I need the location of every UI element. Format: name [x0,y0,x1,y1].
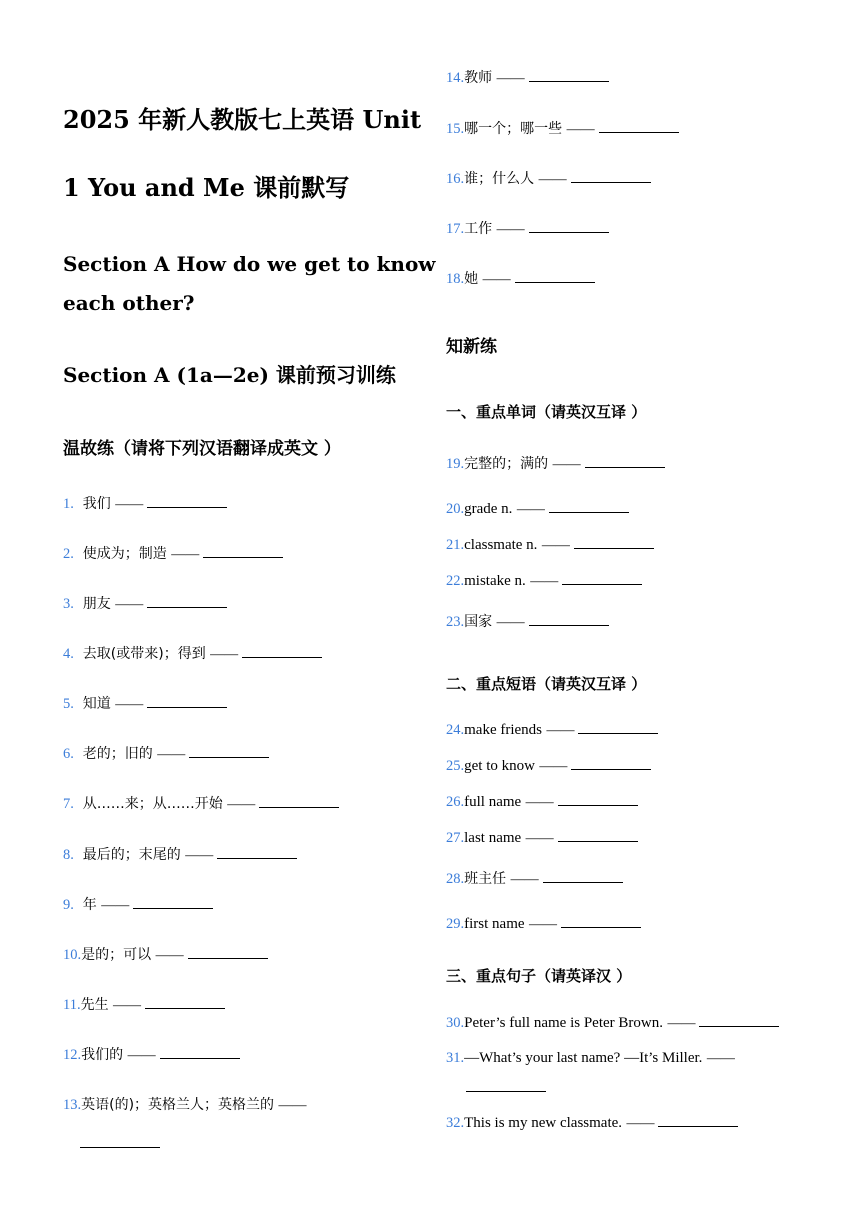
answer-blank[interactable] [562,571,642,585]
list-item [446,1049,735,1068]
item-dash: —— [510,872,539,887]
list-item [446,119,679,139]
list-item [63,1096,307,1115]
item-number: 12. [63,1047,82,1063]
list-item [446,535,654,555]
list-item [446,756,651,776]
answer-blank[interactable] [80,1134,160,1148]
item-number: 22. [446,573,465,589]
item-dash: —— [525,795,554,810]
item-text: 英语(的)；英格兰人；英格兰的 [81,1097,275,1113]
sentences-heading: 三、重点句子（请英译汉 ） [446,967,632,985]
answer-blank[interactable] [160,1045,240,1059]
list-item [446,499,629,519]
item-text: classmate n. [464,537,538,553]
item-number: 13. [63,1097,82,1113]
list-item [446,219,609,239]
item-number: 2. [63,546,74,562]
item-dash: —— [528,917,557,932]
answer-blank[interactable] [147,494,227,508]
answer-blank[interactable] [549,499,629,513]
item-dash: —— [127,1048,156,1063]
answer-blank[interactable] [529,68,609,82]
item-number: 25. [446,758,465,774]
answer-blank[interactable] [189,744,269,758]
item-text: 我们 [82,496,111,512]
item-dash: —— [541,538,570,553]
item-dash: —— [210,647,239,662]
list-item [446,828,638,848]
item-text: full name [464,794,522,810]
item-dash: —— [546,723,575,738]
item-number: 6. [63,746,74,762]
list-item [63,694,227,714]
section-a-heading-line1: Section A How do we get to know [63,252,436,276]
item-dash: —— [496,615,525,630]
answer-blank[interactable] [699,1013,779,1027]
section-a-heading-line2: each other? [63,291,195,315]
item-text: make friends [464,722,543,738]
item-number: 27. [446,830,465,846]
answer-blank[interactable] [658,1113,738,1127]
answer-blank[interactable] [599,119,679,133]
item-text: 年 [82,897,97,913]
answer-blank[interactable] [203,544,283,558]
item-number: 7. [63,796,74,812]
answer-blank[interactable] [188,945,268,959]
answer-blank[interactable] [515,269,595,283]
list-item [446,1013,779,1033]
item-dash: —— [552,457,581,472]
list-item [446,720,658,740]
answer-blank[interactable] [585,454,665,468]
page-title-line1: 2025 年新人教版七上英语 Unit [63,105,422,134]
item-text: 我们的 [81,1047,124,1063]
item-text: 谁；什么人 [464,171,535,187]
list-item [63,544,283,564]
item-text: 教师 [464,70,493,86]
item-dash: —— [525,831,554,846]
item-number: 29. [446,916,465,932]
item-number: 11. [63,997,81,1013]
list-item [63,945,268,965]
list-item [446,169,651,189]
item-number: 16. [446,171,465,187]
item-dash: —— [566,122,595,137]
item-text: Peter’s full name is Peter Brown. [464,1015,663,1031]
answer-blank[interactable] [574,535,654,549]
answer-blank[interactable] [571,756,651,770]
item-number: 24. [446,722,465,738]
item-dash: —— [496,222,525,237]
item-text: —What’s your last name? —It’s Miller. [464,1050,703,1066]
list-item [63,995,225,1015]
item-text: 老的；旧的 [82,746,153,762]
item-text: 国家 [464,614,493,630]
answer-blank[interactable] [466,1078,546,1092]
item-text: 是的；可以 [81,947,152,963]
item-dash: —— [482,272,511,287]
item-text: 完整的；满的 [464,456,549,472]
item-number: 8. [63,847,74,863]
item-number: 5. [63,696,74,712]
item-dash: —— [278,1098,307,1113]
item-text: grade n. [464,501,513,517]
list-item [446,869,623,889]
item-dash: —— [667,1016,696,1031]
new-heading: 知新练 [446,337,497,357]
item-dash: —— [516,502,545,517]
review-heading: 温故练（请将下列汉语翻译成英文 ） [63,439,341,459]
item-dash: —— [115,697,144,712]
item-text: 班主任 [464,871,507,887]
item-dash: —— [157,747,186,762]
item-text: 哪一个；哪一些 [464,121,563,137]
answer-blank[interactable] [529,219,609,233]
item-number: 19. [446,456,465,472]
item-dash: —— [706,1051,735,1066]
list-item [63,1045,240,1065]
item-dash: —— [115,597,144,612]
item-dash: —— [185,848,214,863]
item-number: 14. [446,70,465,86]
item-number: 17. [446,221,465,237]
list-item [63,644,322,664]
item-number: 15. [446,121,465,137]
item-dash: —— [115,497,144,512]
item-number: 10. [63,947,82,963]
list-item [446,454,665,474]
item-number: 1. [63,496,74,512]
item-dash: —— [539,759,568,774]
list-item [446,1113,738,1133]
answer-blank[interactable] [242,644,322,658]
item-number: 18. [446,271,465,287]
item-text: 知道 [82,696,111,712]
item-text: mistake n. [464,573,526,589]
list-item [446,612,609,632]
answer-blank[interactable] [133,895,213,909]
item-text: 从……来；从……开始 [82,796,223,812]
item-number: 32. [446,1115,465,1131]
list-item [446,269,595,289]
item-number: 28. [446,871,465,887]
answer-blank[interactable] [147,694,227,708]
answer-blank[interactable] [529,612,609,626]
list-item [446,914,641,934]
answer-blank[interactable] [543,869,623,883]
answer-blank[interactable] [558,828,638,842]
list-item [63,895,213,915]
answer-blank[interactable] [571,169,651,183]
item-text: 去取(或带来)；得到 [82,646,206,662]
list-item [63,744,269,764]
item-number: 26. [446,794,465,810]
list-item-continuation [466,1078,546,1097]
item-dash: —— [626,1116,655,1131]
list-item-continuation [80,1134,160,1153]
words-heading: 一、重点单词（请英汉互译 ） [446,403,647,421]
item-number: 9. [63,897,74,913]
answer-blank[interactable] [259,794,339,808]
item-text: last name [464,830,522,846]
answer-blank[interactable] [145,995,225,1009]
list-item [446,68,609,88]
item-number: 4. [63,646,74,662]
item-number: 23. [446,614,465,630]
item-text: 使成为；制造 [82,546,167,562]
answer-blank[interactable] [217,845,297,859]
item-text: first name [464,916,525,932]
item-number: 31. [446,1050,465,1066]
list-item [63,494,227,514]
list-item [446,792,638,812]
item-text: get to know [464,758,535,774]
item-text: 工作 [464,221,493,237]
item-text: 先生 [80,997,109,1013]
list-item [63,794,339,814]
item-text: 朋友 [82,596,111,612]
answer-blank[interactable] [561,914,641,928]
item-number: 20. [446,501,465,517]
item-dash: —— [530,574,559,589]
list-item [63,594,227,614]
list-item [446,571,642,591]
phrases-heading: 二、重点短语（请英汉互译 ） [446,675,647,693]
item-text: 最后的；末尾的 [82,847,181,863]
item-number: 21. [446,537,465,553]
item-dash: —— [155,948,184,963]
page-title-line2: 1 You and Me 课前默写 [63,173,350,202]
answer-blank[interactable] [558,792,638,806]
answer-blank[interactable] [578,720,658,734]
item-dash: —— [113,998,142,1013]
item-dash: —— [171,547,200,562]
section-sub-heading: Section A (1a—2e) 课前预习训练 [63,363,396,387]
item-text: This is my new classmate. [464,1115,623,1131]
item-dash: —— [538,172,567,187]
answer-blank[interactable] [147,594,227,608]
item-dash: —— [101,898,130,913]
item-number: 30. [446,1015,465,1031]
list-item [63,845,297,865]
item-text: 她 [464,271,479,287]
item-dash: —— [496,71,525,86]
item-number: 3. [63,596,74,612]
item-dash: —— [227,797,256,812]
